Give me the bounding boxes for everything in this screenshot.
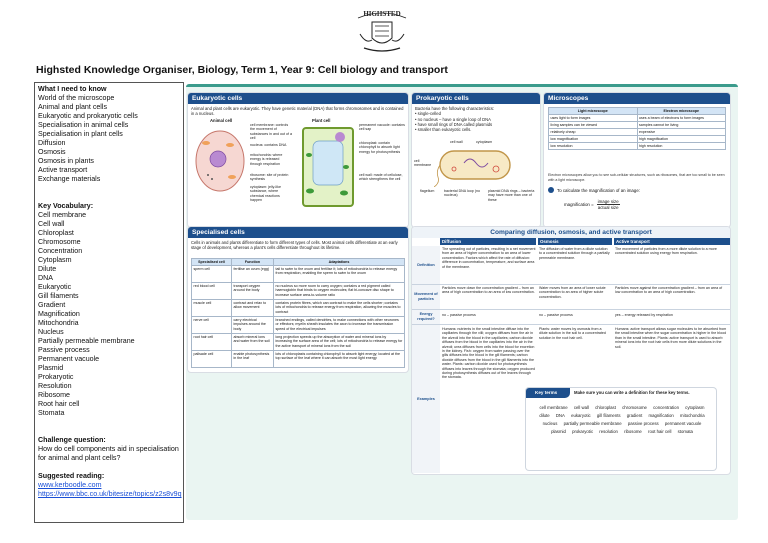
list-item: Cell wall bbox=[38, 220, 65, 228]
plant-cell-label: Plant cell bbox=[312, 118, 331, 123]
list-item: Exchange materials bbox=[38, 175, 101, 183]
plasmid-label: plasmid DNA rings – bacteria may have more than one of these bbox=[488, 189, 535, 202]
eukaryotic-cells-card bbox=[188, 93, 408, 227]
school-crest bbox=[352, 4, 412, 60]
active-transport-energy: yes – energy released by respiration bbox=[615, 313, 673, 317]
list-item: World of the microscope bbox=[38, 94, 115, 102]
table-row: muscle cell contract and relax to allow movement contains protein fibres, which can contract to make the cells shorter; contains lots of mitochondria to release energy from respiration, allowing the muscles to contract bbox=[192, 300, 405, 317]
list-item: Ribosome bbox=[38, 391, 70, 399]
list-item: Plasmid bbox=[38, 364, 64, 372]
energy-row-head: Energy required? bbox=[412, 310, 440, 324]
list-item: Gradient bbox=[38, 301, 66, 309]
specialised-cells-card bbox=[188, 227, 408, 372]
osmosis-movement: Water moves from an area of lower solute concentration to an area of higher solute concentration. bbox=[539, 286, 606, 299]
list-item: Dilute bbox=[38, 265, 57, 273]
list-item: Resolution bbox=[38, 382, 72, 390]
plant-cell-diagram bbox=[300, 125, 356, 209]
ribosome-label: ribosome: site of protein synthesis bbox=[250, 173, 289, 182]
list-item: Osmosis in plants bbox=[38, 157, 94, 165]
list-item: • no nucleus – have a single loop of DNA bbox=[415, 116, 491, 122]
knowledge-panel bbox=[186, 84, 738, 520]
key-term: stomata bbox=[677, 429, 693, 434]
vocab-heading: Key Vocabulary: bbox=[38, 202, 94, 210]
cell-membrane-label: cell membrane bbox=[414, 159, 432, 168]
list-item: Permanent vacuole bbox=[38, 355, 100, 363]
list-item: Eukaryotic bbox=[38, 283, 72, 291]
key-term: gradient bbox=[626, 413, 643, 418]
key-term: cytoplasm bbox=[685, 405, 705, 410]
microscope-table bbox=[548, 107, 726, 150]
cell-wall-label: cell wall bbox=[450, 140, 463, 144]
list-item: Chloroplast bbox=[38, 229, 74, 237]
electron-note: Electron microscopes allow you to see sub-cellular structures, such as ribosomes, that are too small to be seen with a light microscope. bbox=[548, 173, 725, 182]
list-item: Diffusion bbox=[38, 139, 66, 147]
key-term: plasmid bbox=[551, 429, 566, 434]
active-transport-header: Active transport bbox=[614, 238, 730, 245]
key-term: root hair cell bbox=[648, 429, 672, 434]
school-name: HIGHSTED bbox=[363, 10, 401, 18]
list-item: Partially permeable membrane bbox=[38, 337, 135, 345]
prokaryotic-title: Prokaryotic cells bbox=[412, 93, 540, 104]
cytoplasm-label: cytoplasm: jelly-like substance, where chemical reactions happen bbox=[250, 185, 281, 203]
diffusion-energy: no – passive process bbox=[442, 313, 476, 317]
osmosis-examples: Plants: water moves by osmosis from a dilute solution in the soil to a concentrated solution in the root hair cell. bbox=[539, 327, 606, 340]
key-terms-tag: Key terms bbox=[526, 388, 570, 398]
osmosis-energy: no – passive process bbox=[539, 313, 573, 317]
key-term: passive process bbox=[627, 421, 659, 426]
reading-heading: Suggested reading: bbox=[38, 472, 105, 480]
definition-row-head: Definition bbox=[412, 246, 440, 284]
nucleus-label: nucleus: contains DNA bbox=[250, 143, 287, 147]
list-item: Root hair cell bbox=[38, 400, 80, 408]
mitochondria-label: mitochondria: where energy is released through respiration bbox=[250, 153, 283, 166]
key-term: dilute bbox=[539, 413, 550, 418]
comparison-title: Comparing diffusion, osmosis, and active transport bbox=[412, 227, 730, 238]
specialised-table: Specialised cell Function Adaptations sperm cell fertilise an ovum (egg) tail to swim to the ovum and fertilise it; lots of mitochondria to release energy from respiration, enabling the sperm to swim to the ovum red blood cell transport oxygen around the body no nucleus so more room to carry oxygen; contains a red pigment called haemoglobin that binds to oxygen molecules; flat bi-concave disc shape to increase surface area-to-volume ratio muscle cell contract and relax to allow movement contains protein fibres, which can contract to make the cells shorter; contains lots of mitochondria to release energy from respiration, allowing the muscles to contract nerve cell carry electrical impulses around the body branched endings, called dendrites, to make connections with other neurones or effectors; myelin sheath insulates the axon to increase the transmission speed of the electrical impulses root hair cell absorb mineral ions and water from the soil long projection speeds up the absorption of water and mineral ions by increasing the surface area of the cell; lots of mitochondria to release energy for the active transport of mineral ions from the soil palisade cell enable photosynthesis in the leaf lots of chloroplasts containing chlorophyll to absorb light energy; located at the top surface of the leaf where it can absorb the most light energy bbox=[191, 258, 405, 368]
prokaryotic-intro: Bacteria have the following characteristics: bbox=[415, 106, 495, 111]
key-terms-list bbox=[536, 404, 708, 436]
list-item: Gill filaments bbox=[38, 292, 79, 300]
key-term: ribosome bbox=[624, 429, 642, 434]
key-terms-note: Make sure you can write a definition for these key terms. bbox=[574, 390, 690, 395]
key-term: concentration bbox=[653, 405, 679, 410]
list-item: • smaller than eukaryotic cells. bbox=[415, 127, 472, 133]
list-item: Specialisation in animal cells bbox=[38, 121, 129, 129]
key-term: magnification bbox=[648, 413, 674, 418]
electron-microscope-header: Electron microscope bbox=[637, 108, 726, 115]
list-item: Concentration bbox=[38, 247, 83, 255]
key-terms-box bbox=[526, 388, 716, 470]
movement-row-head: Movement of particles bbox=[412, 285, 440, 309]
light-microscope-header: Light microscope bbox=[549, 108, 638, 115]
table-row: low magnification high magnification bbox=[549, 136, 726, 143]
permanent-vacuole-label: permanent vacuole: contains cell sap bbox=[359, 123, 405, 132]
list-item: Eukaryotic and prokaryotic cells bbox=[38, 112, 138, 120]
challenge-text: How do cell components aid in specialisation for animal and plant cells? bbox=[38, 445, 179, 462]
need-heading: What I need to know bbox=[38, 85, 107, 93]
cell-membrane-label: cell membrane: controls the movement of substances in and out of a cell bbox=[250, 123, 292, 141]
eukaryotic-title: Eukaryotic cells bbox=[188, 93, 408, 104]
active-transport-movement: Particles move against the concentration gradient – from an area of low concentration to an area of high concentration. bbox=[615, 286, 723, 295]
diffusion-examples: Humans: nutrients in the small intestine diffuse into the capillaries through the villi; oxygen diffuses from the air in the alveoli into the blood in the capillaries; carbon dioxide diffuses from the blood in the capillaries into the air in the alveoli; urea diffuses from cells into the blood for excretion in the kidney. Fish: oxygen from water passing over the gills diffuses into the blood in the gill filaments; carbon dioxide diffuses from the blood in the gill filaments into the water. Plants: carbon dioxide used for photosynthesis diffuses into leaves through the stomata; oxygen produced during photosynthesis diffuses out of the leaves through the stomata. bbox=[442, 327, 536, 380]
examples-row-head: Examples bbox=[412, 325, 440, 473]
list-item: Cell membrane bbox=[38, 211, 87, 219]
active-transport-examples: Humans: active transport allows sugar molecules to be absorbed from the small intestine when the sugar concentration is higher in the blood than in the small intestine. Plants: active transport is used to absorb mineral ions into the root hair cells from more dilute solutions in the soil. bbox=[615, 327, 727, 349]
diffusion-movement: Particles move down the concentration gradient – from an area of high concentration to an area of low concentration. bbox=[442, 286, 535, 295]
left-column bbox=[34, 82, 184, 523]
bacterium-diagram bbox=[434, 143, 524, 187]
list-item: Mitochondria bbox=[38, 319, 79, 327]
key-term: gill filaments bbox=[596, 413, 621, 418]
prokaryotic-cells-card bbox=[412, 93, 540, 227]
key-term: permanent vacuole bbox=[664, 421, 702, 426]
eukaryotic-intro: Animal and plant cells are eukaryotic. They have genetic material (DNA) that forms chromosomes and is contained in a nucleus. bbox=[191, 106, 404, 117]
list-item: Chromosome bbox=[38, 238, 81, 246]
key-term: cell membrane bbox=[539, 405, 568, 410]
key-term: eukaryotic bbox=[571, 413, 591, 418]
cell-wall-label: cell wall: made of cellulose, which strengthens the cell bbox=[359, 173, 403, 182]
key-term: chromosome bbox=[622, 405, 647, 410]
list-item: Prokaryotic bbox=[38, 373, 74, 381]
diffusion-definition: The spreading out of particles, resulting in a net movement from an area of higher concentration to an area of lower concentration. Factors which affect the rate of diffusion: difference in concentration, temperature, and surface area of the membrane. bbox=[442, 247, 536, 269]
microscopes-card bbox=[544, 93, 730, 227]
list-item: Specialisation in plant cells bbox=[38, 130, 123, 138]
table-row: sperm cell fertilise an ovum (egg) tail to swim to the ovum and fertilise it; lots of mitochondria to release energy from respiration, enabling the sperm to swim to the ovum bbox=[192, 266, 405, 283]
list-item: DNA bbox=[38, 274, 53, 282]
key-term: partially permeable membrane bbox=[563, 421, 622, 426]
list-item: Animal and plant cells bbox=[38, 103, 108, 111]
flagellum-label: flagellum bbox=[420, 189, 435, 193]
bacterial-dna-label: bacterial DNA loop (no nucleus) bbox=[444, 189, 480, 198]
challenge-heading: Challenge question: bbox=[38, 436, 106, 444]
list-item: Active transport bbox=[38, 166, 88, 174]
key-term: prokaryotic bbox=[572, 429, 594, 434]
key-term: DNA bbox=[555, 413, 565, 418]
cytoplasm-label: cytoplasm bbox=[476, 140, 493, 144]
table-row: uses light to form images uses a beam of electrons to form images bbox=[549, 115, 726, 122]
specialised-title: Specialised cells bbox=[188, 227, 408, 238]
list-item: Magnification bbox=[38, 310, 80, 318]
list-item: • single-celled bbox=[415, 111, 441, 117]
list-item: • have small rings of DNA called plasmids bbox=[415, 121, 493, 127]
key-term: cell wall bbox=[573, 405, 589, 410]
specialised-intro: Cells in animals and plants differentiate to form different types of cells. Most animal cells differentiate at an early stage of development, whereas a plant's cells differentiate throughout its lifetime. bbox=[191, 240, 398, 251]
kerboodle-link[interactable]: www.kerboodle.com bbox=[38, 481, 102, 489]
table-row: relatively cheap expensive bbox=[549, 129, 726, 136]
list-item: Stomata bbox=[38, 409, 65, 417]
magnification-instruction: To calculate the magnification of an image: bbox=[557, 187, 640, 193]
list-item: Nucleus bbox=[38, 328, 64, 336]
animal-cell-diagram bbox=[192, 125, 248, 195]
vocab-list bbox=[38, 211, 180, 418]
need-list bbox=[38, 94, 180, 184]
active-transport-definition: The movement of particles from a more dilute solution to a more concentrated solution using energy from respiration. bbox=[615, 247, 717, 256]
chloroplast-label: chloroplast: contain chlorophyll to absorb light energy for photosynthesis bbox=[359, 141, 401, 154]
list-item: Osmosis bbox=[38, 148, 66, 156]
table-row: low resolution high resolution bbox=[549, 143, 726, 150]
key-term: chloroplast bbox=[595, 405, 616, 410]
table-row: living samples can be viewed samples cannot be living bbox=[549, 122, 726, 129]
magnification-formula: magnification = image size actual size bbox=[564, 199, 619, 210]
page-title: Highsted Knowledge Organiser, Biology, Term 1, Year 9: Cell biology and transport bbox=[36, 64, 448, 76]
table-row: nerve cell carry electrical impulses around the body branched endings, called dendrites, to make connections with other neurones or effectors; myelin sheath insulates the axon to increase the transmission speed of the electrical impulses bbox=[192, 317, 405, 334]
list-item: Cytoplasm bbox=[38, 256, 72, 264]
table-row: palisade cell enable photosynthesis in the leaf lots of chloroplasts containing chlorophyll to absorb light energy; located at the top surface of the leaf where it can absorb the most light energy bbox=[192, 351, 405, 368]
info-icon bbox=[548, 187, 554, 193]
osmosis-definition: The diffusion of water from a dilute solution to a concentrated solution through a partially permeable membrane. bbox=[539, 247, 610, 260]
diffusion-header: Diffusion bbox=[440, 238, 536, 245]
table-row: root hair cell absorb mineral ions and water from the soil long projection speeds up the absorption of water and mineral ions by increasing the surface area of the cell; lots of mitochondria to release energy for the active transport of mineral ions from the soil bbox=[192, 334, 405, 351]
key-term: resolution bbox=[599, 429, 618, 434]
table-row: red blood cell transport oxygen around the body no nucleus so more room to carry oxygen; contains a red pigment called haemoglobin that binds to oxygen molecules; flat bi-concave disc shape to increase surface area-to-volume ratio bbox=[192, 283, 405, 300]
animal-cell-label: Animal cell bbox=[210, 118, 233, 123]
microscopes-title: Microscopes bbox=[544, 93, 730, 104]
key-term: nucleus bbox=[542, 421, 558, 426]
bitesize-link[interactable]: https://www.bbc.co.uk/bitesize/topics/z2s8v9q bbox=[38, 490, 182, 498]
osmosis-header: Osmosis bbox=[538, 238, 612, 245]
list-item: Passive process bbox=[38, 346, 90, 354]
key-term: mitochondria bbox=[680, 413, 705, 418]
